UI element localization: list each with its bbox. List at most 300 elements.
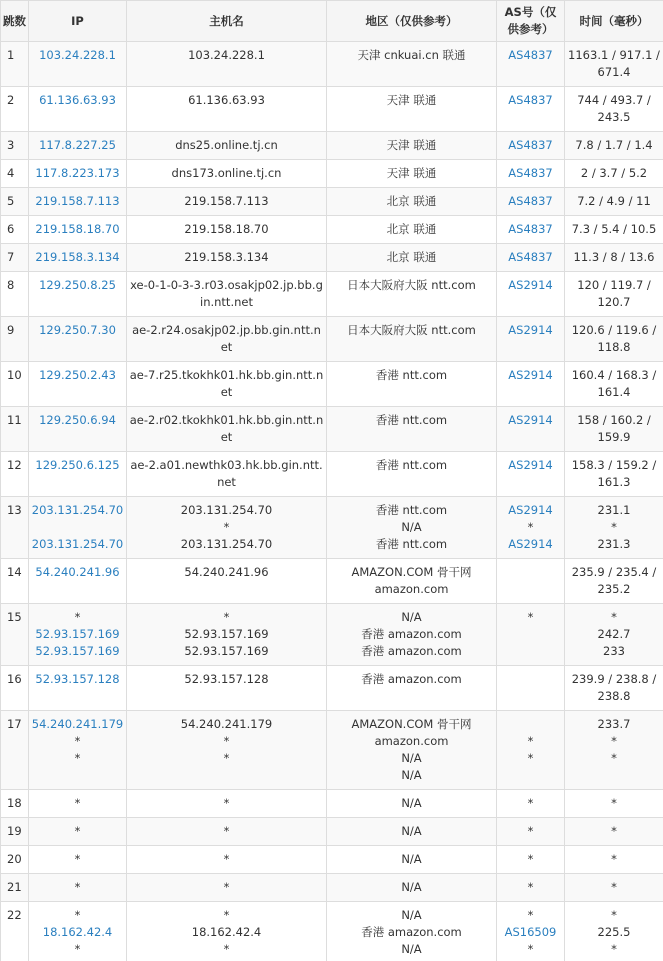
time-cell <box>565 790 663 818</box>
as-cell <box>497 42 565 87</box>
time-cell <box>565 362 663 407</box>
ip-link[interactable]: 61.136.63.93 <box>39 93 116 107</box>
hop-cell: 2 <box>1 87 29 132</box>
region-cell-line: 北京 联通 <box>386 222 437 236</box>
host-cell-line: * <box>223 880 230 894</box>
region-cell-line: 日本大阪府大阪 ntt.com <box>347 278 476 292</box>
host-cell <box>127 42 327 87</box>
region-cell <box>327 497 497 559</box>
time-cell-line: 158 / 160.2 / 159.9 <box>577 413 651 444</box>
as-link[interactable]: AS2914 <box>508 323 553 337</box>
host-cell <box>127 362 327 407</box>
time-cell-line: * <box>611 796 617 810</box>
time-cell <box>565 160 663 188</box>
region-cell <box>327 272 497 317</box>
as-cell <box>497 160 565 188</box>
as-cell-line: * <box>527 942 534 956</box>
ip-cell <box>29 666 127 711</box>
host-cell-line: * <box>223 520 230 534</box>
time-cell-line: * <box>611 852 617 866</box>
ip-cell <box>29 818 127 846</box>
ip-cell-line: * <box>74 908 81 922</box>
region-cell <box>327 407 497 452</box>
ip-cell-line: * <box>74 824 81 838</box>
ip-cell <box>29 407 127 452</box>
time-cell <box>565 874 663 902</box>
as-link[interactable]: AS16509 <box>504 925 557 939</box>
ip-link[interactable]: 52.93.157.128 <box>35 672 120 686</box>
host-cell-line: 103.24.228.1 <box>188 48 265 62</box>
ip-cell <box>29 216 127 244</box>
region-cell-line: 香港 amazon.com <box>361 672 462 686</box>
region-cell-line: 香港 amazon.com <box>361 627 462 641</box>
host-cell <box>127 711 327 790</box>
region-cell <box>327 452 497 497</box>
host-cell-line: * <box>223 908 230 922</box>
host-cell-line: 54.240.241.96 <box>184 565 269 579</box>
ip-link[interactable]: 203.131.254.70 <box>31 537 124 551</box>
region-cell-line: N/A <box>401 908 422 922</box>
time-cell-line: 239.9 / 238.8 / 238.8 <box>571 672 657 703</box>
hop-cell: 1 <box>1 42 29 87</box>
as-cell-line: * <box>527 610 534 624</box>
ip-cell-line <box>31 519 124 536</box>
ip-cell <box>29 42 127 87</box>
host-cell-line: 52.93.157.128 <box>184 672 269 686</box>
as-cell <box>497 188 565 216</box>
as-cell <box>497 818 565 846</box>
time-cell-line: * <box>611 734 617 748</box>
time-cell <box>565 818 663 846</box>
table-row <box>1 362 663 407</box>
time-cell-line: 233.7 <box>597 717 631 731</box>
region-cell-line: N/A <box>401 880 422 894</box>
ip-link[interactable]: 117.8.223.173 <box>35 166 120 180</box>
ip-cell <box>29 497 127 559</box>
host-cell <box>127 216 327 244</box>
ip-cell-line: * <box>74 751 81 765</box>
ip-cell <box>29 188 127 216</box>
host-cell-line: 54.240.241.179 <box>180 717 273 731</box>
region-cell <box>327 846 497 874</box>
hop-cell: 21 <box>1 874 29 902</box>
ip-cell-line: * <box>74 796 81 810</box>
as-cell <box>497 874 565 902</box>
hop-cell: 10 <box>1 362 29 407</box>
time-cell-line: 160.4 / 168.3 / 161.4 <box>571 368 657 399</box>
as-cell-line <box>499 671 562 688</box>
as-link[interactable]: AS4837 <box>508 48 553 62</box>
time-cell-line: 233 <box>603 644 625 658</box>
region-cell <box>327 188 497 216</box>
ip-cell <box>29 317 127 362</box>
time-cell-line: 242.7 <box>597 627 631 641</box>
table-row <box>1 42 663 87</box>
hop-cell: 3 <box>1 132 29 160</box>
table-row <box>1 407 663 452</box>
ip-link[interactable]: 129.250.8.25 <box>39 278 116 292</box>
time-cell <box>565 317 663 362</box>
hop-cell: 14 <box>1 559 29 604</box>
region-cell-line: N/A <box>401 942 422 956</box>
region-cell-line: AMAZON.COM 骨干网 amazon.com <box>351 717 472 748</box>
time-cell-line: 120 / 119.7 / 120.7 <box>577 278 651 309</box>
time-cell <box>565 559 663 604</box>
header-hop: 跳数 <box>1 1 29 42</box>
table-row <box>1 452 663 497</box>
as-cell <box>497 711 565 790</box>
ip-cell <box>29 452 127 497</box>
as-cell <box>497 216 565 244</box>
as-cell-line: * <box>527 880 534 894</box>
table-row <box>1 559 663 604</box>
ip-cell-line: * <box>74 880 81 894</box>
as-cell-line: * <box>527 852 534 866</box>
time-cell-line: 7.3 / 5.4 / 10.5 <box>571 222 657 236</box>
region-cell <box>327 902 497 961</box>
ip-link[interactable]: 219.158.18.70 <box>35 222 120 236</box>
hop-cell: 8 <box>1 272 29 317</box>
ip-link[interactable]: 54.240.241.179 <box>31 717 124 731</box>
region-cell-line: 天津 联通 <box>386 138 437 152</box>
region-cell-line: 香港 amazon.com <box>361 644 462 658</box>
host-cell-line: * <box>223 610 230 624</box>
time-cell-line: * <box>611 751 617 765</box>
host-cell <box>127 244 327 272</box>
as-link[interactable]: AS4837 <box>508 93 553 107</box>
region-cell <box>327 87 497 132</box>
host-cell-line: * <box>223 796 230 810</box>
as-cell <box>497 604 565 666</box>
ip-link[interactable]: 117.8.227.25 <box>39 138 116 152</box>
ip-cell <box>29 559 127 604</box>
table-row <box>1 244 663 272</box>
host-cell <box>127 666 327 711</box>
time-cell-line: 120.6 / 119.6 / 118.8 <box>571 323 657 354</box>
as-cell <box>497 407 565 452</box>
time-cell <box>565 407 663 452</box>
region-cell <box>327 666 497 711</box>
time-cell <box>565 604 663 666</box>
time-cell-line: * <box>611 942 617 956</box>
ip-link[interactable]: 129.250.6.94 <box>39 413 116 427</box>
host-cell-line: 203.131.254.70 <box>180 537 273 551</box>
as-link[interactable]: AS2914 <box>508 368 553 382</box>
ip-cell <box>29 874 127 902</box>
table-row <box>1 902 663 961</box>
time-cell-line: 231.1 <box>597 503 631 517</box>
time-cell-line: 231.3 <box>597 537 631 551</box>
time-cell <box>565 452 663 497</box>
table-row <box>1 818 663 846</box>
ip-cell <box>29 160 127 188</box>
region-cell-line: 香港 ntt.com <box>375 413 448 427</box>
hop-cell: 18 <box>1 790 29 818</box>
hop-cell: 15 <box>1 604 29 666</box>
table-row <box>1 497 663 559</box>
time-cell-line: 11.3 / 8 / 13.6 <box>573 250 655 264</box>
region-cell <box>327 42 497 87</box>
hop-cell: 20 <box>1 846 29 874</box>
region-cell <box>327 559 497 604</box>
table-row <box>1 604 663 666</box>
table-row <box>1 846 663 874</box>
ip-cell <box>29 846 127 874</box>
as-cell-line: * <box>527 796 534 810</box>
header-region: 地区（仅供参考） <box>327 1 497 42</box>
ip-cell-line: * <box>74 852 81 866</box>
ip-cell <box>29 272 127 317</box>
region-cell-line: N/A <box>401 520 422 534</box>
as-cell <box>497 272 565 317</box>
host-cell <box>127 407 327 452</box>
region-cell-line: 香港 ntt.com <box>375 537 448 551</box>
table-row <box>1 216 663 244</box>
ip-link[interactable]: 129.250.7.30 <box>39 323 116 337</box>
as-cell-line <box>499 564 562 581</box>
as-link[interactable]: AS2914 <box>508 458 553 472</box>
as-cell <box>497 790 565 818</box>
ip-cell <box>29 902 127 961</box>
as-link[interactable]: AS2914 <box>508 278 553 292</box>
as-cell <box>497 666 565 711</box>
time-cell <box>565 846 663 874</box>
region-cell-line: 香港 ntt.com <box>375 503 448 517</box>
as-cell-line <box>499 716 562 733</box>
as-link[interactable]: AS2914 <box>508 413 553 427</box>
host-cell-line: 219.158.3.134 <box>184 250 269 264</box>
as-link[interactable]: AS4837 <box>508 138 553 152</box>
ip-cell <box>29 132 127 160</box>
host-cell-line: xe-0-1-0-3-3.r03.osakjp02.jp.bb.gin.ntt.net <box>130 278 323 309</box>
region-cell-line: N/A <box>401 824 422 838</box>
header-time: 时间（毫秒） <box>565 1 663 42</box>
as-link[interactable]: AS4837 <box>508 194 553 208</box>
time-cell-line: * <box>611 880 617 894</box>
region-cell <box>327 244 497 272</box>
time-cell-line: 2 / 3.7 / 5.2 <box>580 166 648 180</box>
region-cell-line: N/A <box>401 852 422 866</box>
hop-cell: 4 <box>1 160 29 188</box>
ip-link[interactable]: 219.158.3.134 <box>35 250 120 264</box>
table-row <box>1 317 663 362</box>
ip-link[interactable]: 129.250.6.125 <box>35 458 120 472</box>
hop-cell: 17 <box>1 711 29 790</box>
hop-cell: 13 <box>1 497 29 559</box>
table-row <box>1 666 663 711</box>
ip-link[interactable]: 54.240.241.96 <box>35 565 120 579</box>
as-cell-line: * <box>527 751 534 765</box>
as-cell-line: * <box>527 824 534 838</box>
as-cell-line: * <box>527 520 534 534</box>
region-cell-line: N/A <box>401 796 422 810</box>
host-cell-line: * <box>223 734 230 748</box>
as-cell <box>497 317 565 362</box>
host-cell <box>127 902 327 961</box>
region-cell <box>327 132 497 160</box>
time-cell-line: 7.8 / 1.7 / 1.4 <box>575 138 653 152</box>
host-cell <box>127 818 327 846</box>
header-as: AS号（仅供参考） <box>497 1 565 42</box>
host-cell-line: 18.162.42.4 <box>191 925 262 939</box>
hop-cell: 6 <box>1 216 29 244</box>
time-cell-line: * <box>611 824 617 838</box>
ip-cell <box>29 244 127 272</box>
region-cell-line: N/A <box>401 610 422 624</box>
as-link[interactable]: AS2914 <box>508 537 553 551</box>
host-cell-line: 219.158.18.70 <box>184 222 269 236</box>
region-cell <box>327 317 497 362</box>
time-cell <box>565 216 663 244</box>
host-cell <box>127 497 327 559</box>
region-cell <box>327 711 497 790</box>
host-cell-line: dns25.online.tj.cn <box>175 138 278 152</box>
time-cell <box>565 666 663 711</box>
host-cell <box>127 559 327 604</box>
as-link[interactable]: AS4837 <box>508 222 553 236</box>
as-cell <box>497 132 565 160</box>
as-cell <box>497 846 565 874</box>
hop-cell: 19 <box>1 818 29 846</box>
host-cell-line: * <box>223 751 230 765</box>
region-cell <box>327 874 497 902</box>
host-cell <box>127 846 327 874</box>
region-cell <box>327 362 497 407</box>
ip-cell <box>29 362 127 407</box>
host-cell-line: ae-2.r24.osakjp02.jp.bb.gin.ntt.net <box>132 323 321 354</box>
ip-link[interactable]: 18.162.42.4 <box>42 925 113 939</box>
host-cell <box>127 790 327 818</box>
as-cell <box>497 87 565 132</box>
time-cell-line: 7.2 / 4.9 / 11 <box>577 194 651 208</box>
as-link[interactable]: AS4837 <box>508 166 553 180</box>
time-cell <box>565 42 663 87</box>
ip-cell <box>29 604 127 666</box>
host-cell <box>127 87 327 132</box>
region-cell <box>327 604 497 666</box>
region-cell <box>327 160 497 188</box>
host-cell-line: 61.136.63.93 <box>188 93 265 107</box>
host-cell <box>127 604 327 666</box>
table-row <box>1 711 663 790</box>
ip-cell-line: * <box>74 734 81 748</box>
header-host: 主机名 <box>127 1 327 42</box>
as-cell <box>497 362 565 407</box>
region-cell-line: 北京 联通 <box>386 194 437 208</box>
hop-cell: 7 <box>1 244 29 272</box>
region-cell-line: 天津 联通 <box>386 166 437 180</box>
region-cell <box>327 790 497 818</box>
as-cell <box>497 902 565 961</box>
time-cell <box>565 188 663 216</box>
table-row <box>1 790 663 818</box>
region-cell-line: 日本大阪府大阪 ntt.com <box>347 323 476 337</box>
ip-cell <box>29 711 127 790</box>
time-cell-line: 1163.1 / 917.1 / 671.4 <box>568 48 660 79</box>
table-row <box>1 272 663 317</box>
time-cell <box>565 87 663 132</box>
host-cell <box>127 188 327 216</box>
time-cell-line: 744 / 493.7 / 243.5 <box>577 93 651 124</box>
as-link[interactable]: AS4837 <box>508 250 553 264</box>
time-cell-line: 225.5 <box>597 925 631 939</box>
hop-cell: 5 <box>1 188 29 216</box>
host-cell <box>127 452 327 497</box>
time-cell <box>565 497 663 559</box>
ip-link[interactable]: 103.24.228.1 <box>39 48 116 62</box>
table-row <box>1 132 663 160</box>
ip-link[interactable]: 219.158.7.113 <box>35 194 120 208</box>
host-cell-line: ae-2.a01.newthk03.hk.bb.gin.ntt.net <box>130 458 323 489</box>
region-cell <box>327 818 497 846</box>
region-cell <box>327 216 497 244</box>
region-cell-line: AMAZON.COM 骨干网 amazon.com <box>351 565 472 596</box>
time-cell <box>565 132 663 160</box>
region-cell-line: 天津 联通 <box>386 93 437 107</box>
time-cell <box>565 272 663 317</box>
time-cell-line: * <box>611 610 617 624</box>
as-link[interactable]: AS2914 <box>508 503 553 517</box>
host-cell <box>127 317 327 362</box>
hop-cell: 9 <box>1 317 29 362</box>
ip-cell <box>29 87 127 132</box>
time-cell <box>565 244 663 272</box>
host-cell-line: ae-2.r02.tkokhk01.hk.bb.gin.ntt.net <box>129 413 324 444</box>
region-cell-line: 北京 联通 <box>386 250 437 264</box>
ip-link[interactable]: 129.250.2.43 <box>39 368 116 382</box>
as-cell <box>497 452 565 497</box>
host-cell-line: 52.93.157.169 <box>184 627 269 641</box>
table-header-row <box>1 1 663 42</box>
ip-link[interactable]: 52.93.157.169 <box>35 627 120 641</box>
region-cell-line: N/A <box>401 768 422 782</box>
table-row <box>1 160 663 188</box>
host-cell-line: 52.93.157.169 <box>184 644 269 658</box>
as-cell <box>497 244 565 272</box>
as-cell-line <box>499 643 562 660</box>
host-cell-line: * <box>223 852 230 866</box>
hop-cell: 16 <box>1 666 29 711</box>
region-cell-line: N/A <box>401 751 422 765</box>
time-cell <box>565 902 663 961</box>
time-cell-line: 235.9 / 235.4 / 235.2 <box>571 565 657 596</box>
host-cell <box>127 132 327 160</box>
host-cell <box>127 874 327 902</box>
host-cell-line: dns173.online.tj.cn <box>171 166 282 180</box>
ip-link[interactable]: 203.131.254.70 <box>31 503 124 517</box>
table-body <box>1 42 663 961</box>
table-row <box>1 87 663 132</box>
host-cell <box>127 160 327 188</box>
ip-cell <box>29 790 127 818</box>
time-cell-line: * <box>611 520 617 534</box>
table-row <box>1 874 663 902</box>
as-cell <box>497 559 565 604</box>
header-ip: IP <box>29 1 127 42</box>
ip-link[interactable]: 52.93.157.169 <box>35 644 120 658</box>
host-cell <box>127 272 327 317</box>
region-cell-line: 香港 amazon.com <box>361 925 462 939</box>
as-cell-line: * <box>527 908 534 922</box>
host-cell-line: * <box>223 942 230 956</box>
table-row <box>1 188 663 216</box>
hop-cell: 11 <box>1 407 29 452</box>
host-cell-line: * <box>223 824 230 838</box>
ip-cell-line: * <box>74 942 81 956</box>
time-cell-line: 158.3 / 159.2 / 161.3 <box>571 458 657 489</box>
host-cell-line: ae-7.r25.tkokhk01.hk.bb.gin.ntt.net <box>129 368 324 399</box>
host-cell-line: 203.131.254.70 <box>180 503 273 517</box>
